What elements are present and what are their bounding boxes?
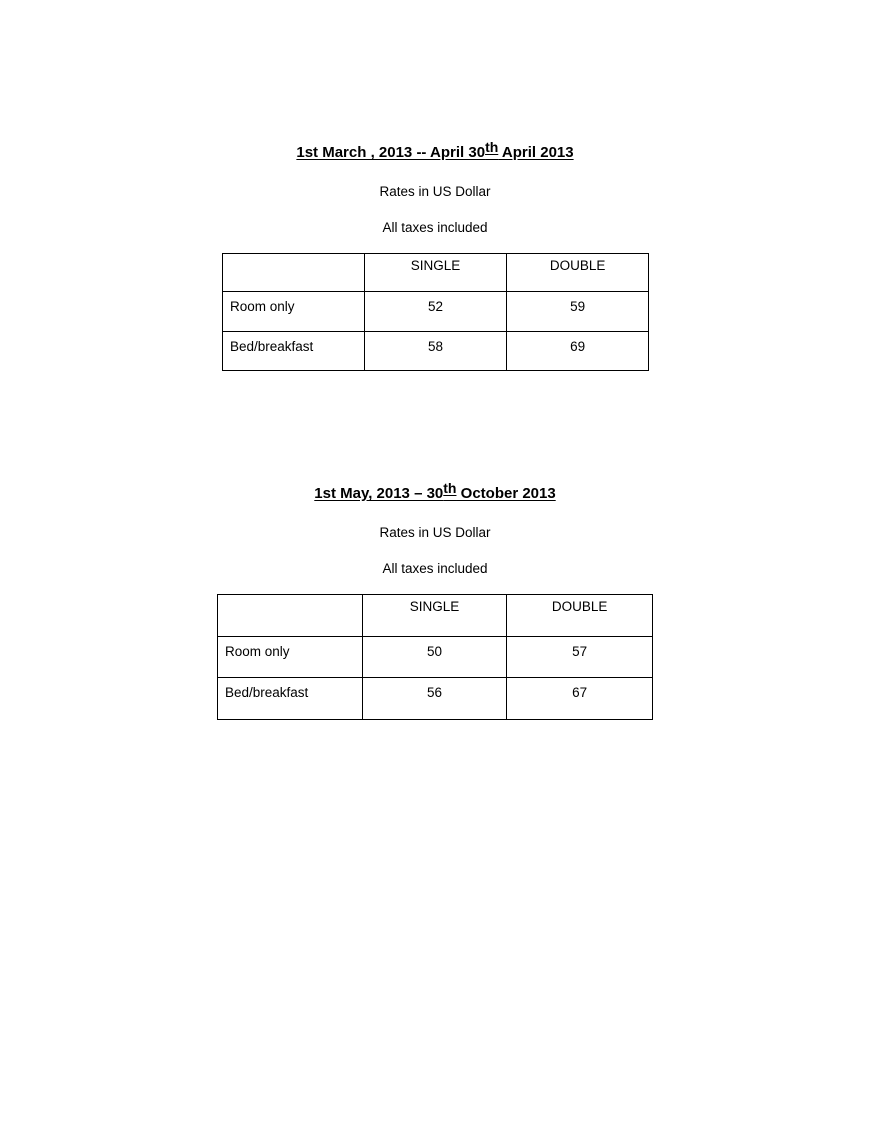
table-row: [218, 678, 653, 720]
header-cell-empty: [218, 595, 363, 637]
rates-table: [222, 253, 649, 371]
double-rate: 69: [507, 332, 649, 371]
header-cell-single: SINGLE: [364, 254, 507, 292]
period-title-start: 1st March , 2013 -- April 30: [296, 144, 486, 161]
table-header-row: [218, 595, 653, 637]
rate-period-section: [0, 479, 870, 700]
period-title: [0, 138, 870, 168]
table-row: [223, 332, 649, 371]
currency-note: Rates in US Dollar: [379, 525, 491, 540]
row-label: Bed/breakfast: [223, 332, 365, 371]
tax-note: All taxes included: [382, 220, 488, 235]
currency-note: Rates in US Dollar: [379, 184, 491, 199]
period-title-end: April 2013: [498, 144, 574, 161]
period-title-ordinal: th: [485, 139, 499, 155]
double-rate: 57: [507, 637, 653, 678]
table-row: [218, 637, 653, 678]
header-cell-empty: [223, 254, 365, 292]
period-title-ordinal: th: [443, 480, 457, 496]
rate-period-section: [0, 138, 870, 354]
single-rate: 56: [362, 678, 507, 720]
table-row: [223, 292, 649, 332]
period-title: [0, 479, 870, 509]
tax-note: All taxes included: [382, 561, 488, 576]
header-cell-single: SINGLE: [362, 595, 507, 637]
double-rate: 67: [507, 678, 653, 720]
header-cell-double: DOUBLE: [507, 595, 653, 637]
period-title-start: 1st May, 2013 – 30: [314, 485, 444, 502]
header-cell-double: DOUBLE: [507, 254, 649, 292]
double-rate: 59: [507, 292, 649, 332]
table-header-row: [223, 254, 649, 292]
single-rate: 52: [364, 292, 507, 332]
row-label: Room only: [218, 637, 363, 678]
single-rate: 50: [362, 637, 507, 678]
row-label: Bed/breakfast: [218, 678, 363, 720]
row-label: Room only: [223, 292, 365, 332]
single-rate: 58: [364, 332, 507, 371]
period-title-end: October 2013: [456, 485, 556, 502]
rates-table: [217, 594, 653, 720]
